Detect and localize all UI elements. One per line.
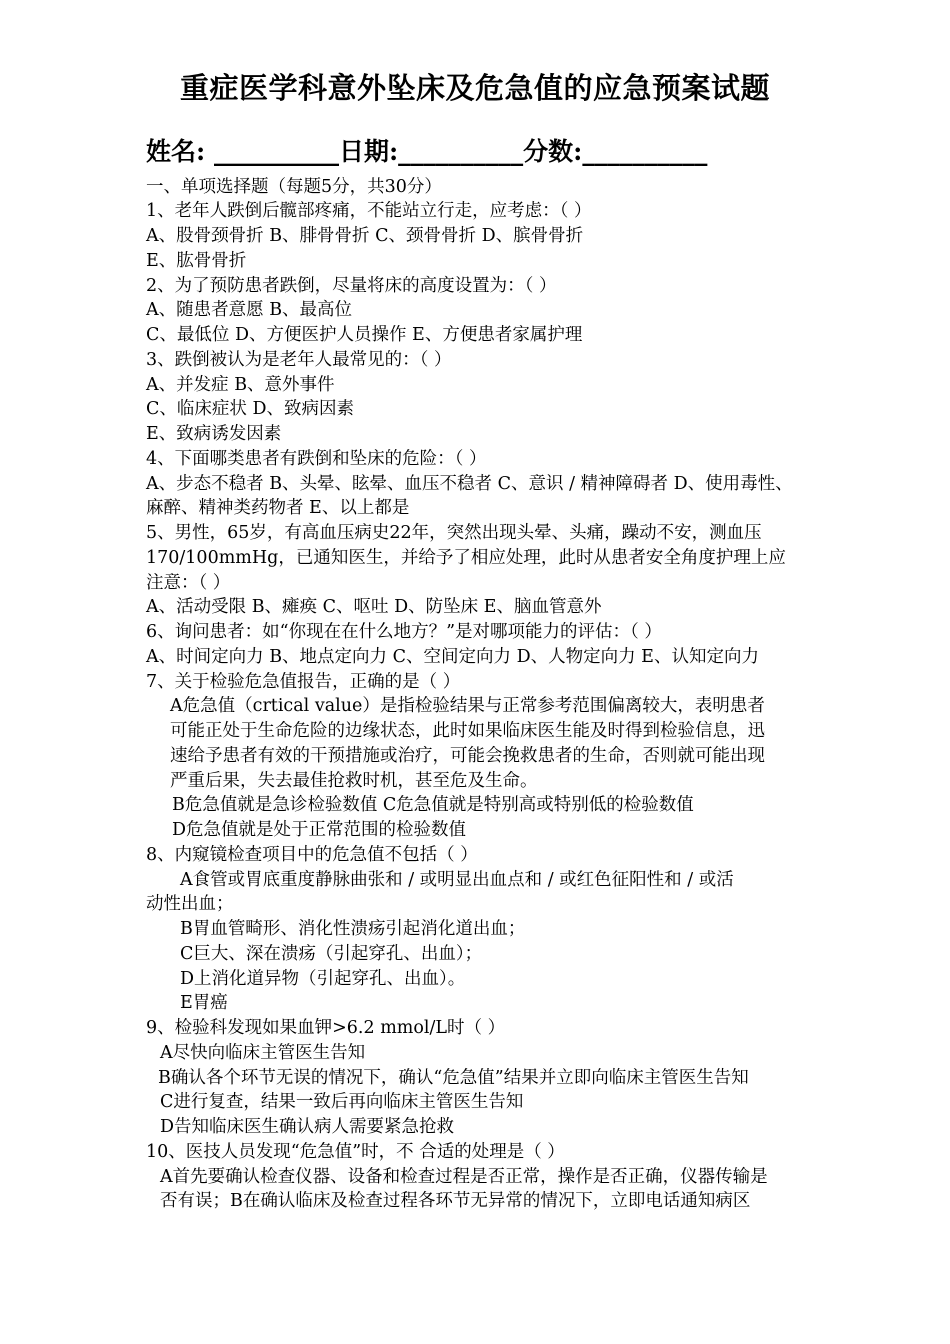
question-7: 7、关于检验危急值报告，正确的是（ ）: [146, 672, 461, 692]
question-4-options: A、步态不稳者 B、头晕、眩晕、血压不稳者 C、意识 / 精神障碍者 D、使用毒性、: [146, 474, 793, 494]
name-label: 姓名:: [146, 137, 214, 166]
question-2-options: A、随患者意愿 B、最高位: [146, 300, 353, 320]
question-3-options: C、临床症状 D、致病因素: [146, 399, 354, 419]
question-9-option-c: C进行复查，结果一致后再向临床主管医生告知: [160, 1092, 524, 1112]
question-4: 4、下面哪类患者有跌倒和坠床的危险：（ ）: [146, 449, 487, 469]
question-5: 5、男性，65岁，有高血压病史22年，突然出现头晕、头痛，躁动不安，测血压: [146, 523, 762, 543]
question-3-options: E、致病诱发因素: [146, 424, 282, 444]
question-7-option-a: 速给予患者有效的干预措施或治疗，可能会挽救患者的生命，否则就可能出现: [170, 746, 765, 766]
question-2: 2、为了预防患者跌倒，尽量将床的高度设置为：（ ）: [146, 276, 557, 296]
date-blank: __________: [398, 137, 524, 166]
question-8-option-a: A食管或胃底重度静脉曲张和 / 或明显出血点和 / 或红色征阳性和 / 或活: [180, 870, 734, 890]
question-7-option-a: 可能正处于生命危险的边缘状态，此时如果临床医生能及时得到检验信息，迅: [170, 721, 765, 741]
question-8-option-a: 动性出血；: [146, 894, 234, 914]
question-9-option-d: D告知临床医生确认病人需要紧急抢救: [160, 1117, 455, 1137]
question-8-option-b: B胃血管畸形、消化性溃疡引起消化道出血；: [180, 919, 526, 939]
question-7-option-a: A危急值（crtical value）是指检验结果与正常参考范围偏离较大，表明患者: [170, 696, 765, 716]
question-7-options: B危急值就是急诊检验数值 C危急值就是特别高或特别低的检验数值: [172, 795, 694, 815]
question-9: 9、检验科发现如果血钾>6.2 mmol/L时（ ）: [146, 1018, 506, 1038]
question-9-option-a: A尽快向临床主管医生告知: [160, 1043, 366, 1063]
question-5-options: A、活动受限 B、瘫痪 C、呕吐 D、防坠床 E、脑血管意外: [146, 597, 602, 617]
question-8-option-c: C巨大、深在溃疡（引起穿孔、出血）；: [180, 944, 483, 964]
date-label: 日期:: [338, 137, 399, 166]
section-heading: 一、单项选择题（每题5分，共30分）: [146, 177, 442, 197]
question-10: 10、医技人员发现“危急值”时，不 合适的处理是（ ）: [146, 1142, 565, 1162]
question-8-option-d: D上消化道异物（引起穿孔、出血）。: [180, 969, 466, 989]
document-title: 重症医学科意外坠床及危急值的应急预案试题: [179, 71, 770, 105]
question-10-option-a: A首先要确认检查仪器、设备和检查过程是否正常，操作是否正确，仪器传输是: [160, 1167, 768, 1187]
question-10-option-b: 否有误；B在确认临床及检查过程各环节无异常的情况下，立即电话通知病区: [160, 1191, 751, 1211]
question-7-options: D危急值就是处于正常范围的检验数值: [172, 820, 467, 840]
exam-info-line: [146, 132, 707, 168]
score-label: 分数:: [523, 137, 583, 166]
question-3-options: A、并发症 B、意外事件: [146, 375, 335, 395]
question-8-option-e: E胃癌: [180, 993, 228, 1013]
question-1-options: A、股骨颈骨折 B、腓骨骨折 C、颈骨骨折 D、膑骨骨折: [146, 226, 584, 246]
question-4-options: 麻醉、精神类药物者 E、以上都是: [146, 498, 410, 518]
question-8: 8、内窥镜检查项目中的危急值不包括（ ）: [146, 845, 478, 865]
question-1: 1、老年人跌倒后髋部疼痛，不能站立行走，应考虑：（ ）: [146, 201, 592, 221]
name-blank: __________: [213, 137, 339, 166]
question-7-option-a: 严重后果，失去最佳抢救时机，甚至危及生命。: [170, 771, 538, 791]
question-5: 170/100mmHg，已通知医生，并给予了相应处理，此时从患者安全角度护理上应: [146, 548, 786, 568]
question-5: 注意：（ ）: [146, 573, 231, 593]
question-6-options: A、时间定向力 B、地点定向力 C、空间定向力 D、人物定向力 E、认知定向力: [146, 647, 759, 667]
question-2-options: C、最低位 D、方便医护人员操作 E、方便患者家属护理: [146, 325, 583, 345]
question-9-option-b: B确认各个环节无误的情况下，确认“危急值”结果并立即向临床主管医生告知: [158, 1068, 749, 1088]
question-1-options: E、肱骨骨折: [146, 251, 247, 271]
score-blank: __________: [582, 137, 708, 166]
question-6: 6、询问患者：如“你现在在什么地方？”是对哪项能力的评估：（ ）: [146, 622, 662, 642]
question-3: 3、跌倒被认为是老年人最常见的：（ ）: [146, 350, 452, 370]
